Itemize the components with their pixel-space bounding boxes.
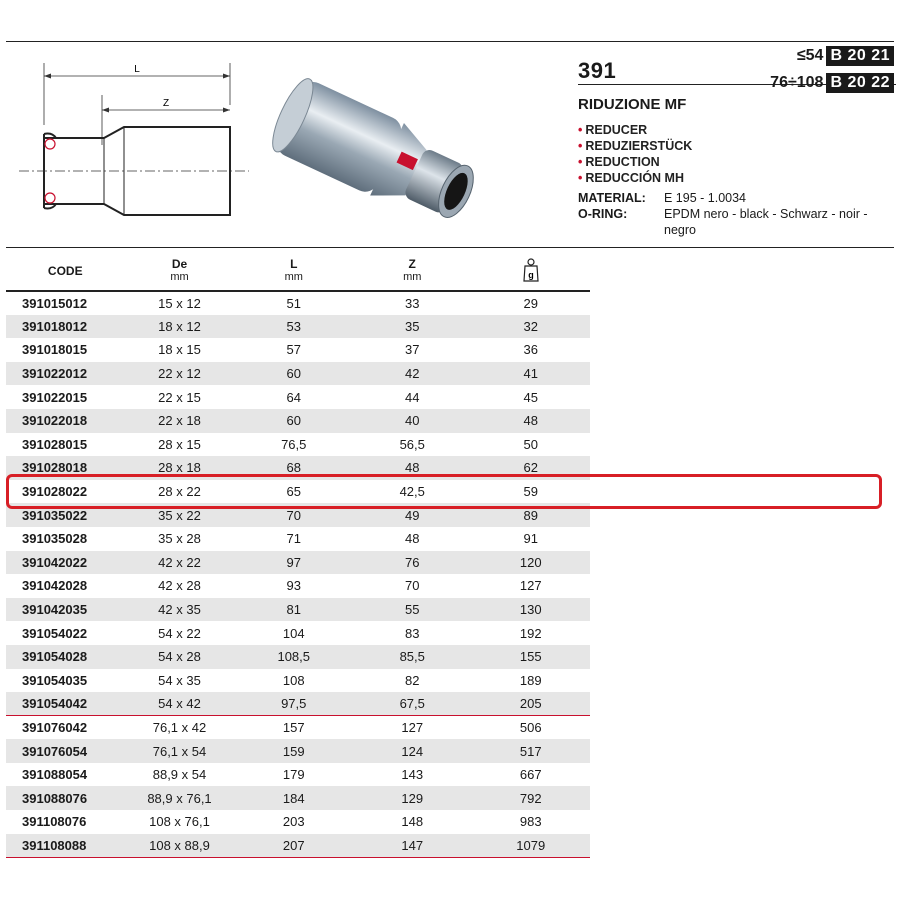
cell-z: 85,5 <box>399 649 425 665</box>
table-row <box>6 551 590 575</box>
cell-weight: 36 <box>523 342 538 358</box>
cell-weight: 127 <box>519 578 542 594</box>
table-row <box>6 739 590 763</box>
table-row <box>6 409 590 433</box>
table-row <box>6 621 590 645</box>
cell-z: 48 <box>404 460 420 476</box>
cell-weight: 1079 <box>516 837 546 853</box>
cell-weight: 89 <box>523 507 538 523</box>
cell-code: 391054042 <box>22 696 88 712</box>
cell-de: 18 x 12 <box>158 318 201 334</box>
cell-l: 203 <box>282 814 305 830</box>
cell-code: 391076054 <box>22 743 88 759</box>
table-row <box>6 810 590 834</box>
translation-list <box>578 122 692 186</box>
cell-code: 391028022 <box>22 484 88 500</box>
table-row <box>6 598 590 622</box>
cell-de: 108 x 76,1 <box>149 814 210 830</box>
cell-de: 42 x 35 <box>158 602 201 618</box>
cell-z: 42 <box>404 366 420 382</box>
cell-de: 54 x 35 <box>158 672 201 688</box>
cell-l: 70 <box>286 507 301 523</box>
cell-l: 97,5 <box>281 696 307 712</box>
cell-code: 391028015 <box>22 436 88 452</box>
cell-weight: 29 <box>523 295 538 311</box>
translation-item: • REDUCER <box>578 123 648 137</box>
table-row <box>6 669 590 693</box>
cell-l: 108,5 <box>277 649 311 665</box>
cell-l: 157 <box>282 720 305 736</box>
cell-z: 37 <box>404 342 420 358</box>
cell-weight: 45 <box>523 389 538 405</box>
cell-code: 391018015 <box>22 342 88 358</box>
cell-z: 48 <box>404 531 420 547</box>
oring-label: O-RING: <box>578 207 628 221</box>
certification-1 <box>797 46 894 66</box>
product-code: 391 <box>578 58 617 83</box>
table-row <box>6 763 590 787</box>
weight-icon <box>522 257 540 283</box>
cell-de: 88,9 x 54 <box>152 767 207 783</box>
cell-de: 35 x 22 <box>158 507 201 523</box>
cell-code: 391108088 <box>22 837 87 853</box>
cell-code: 391015012 <box>22 295 88 311</box>
cell-l: 97 <box>286 554 301 570</box>
cell-weight: 91 <box>523 531 538 547</box>
cell-l: 60 <box>286 413 301 429</box>
cell-de: 54 x 22 <box>158 625 201 641</box>
cell-l: 51 <box>286 295 301 311</box>
cell-code: 391042035 <box>22 602 88 618</box>
header-weight <box>471 252 590 291</box>
cert-badge: B 20 22 <box>826 73 894 93</box>
cell-code: 391076042 <box>22 720 88 736</box>
cell-z: 70 <box>404 578 420 594</box>
cell-weight: 50 <box>523 436 538 452</box>
cell-de: 35 x 28 <box>158 531 201 547</box>
cell-de: 88,9 x 76,1 <box>147 790 212 806</box>
cert-range: 76÷108 <box>770 74 824 91</box>
product-title: RIDUZIONE MF <box>578 96 687 113</box>
cell-weight: 155 <box>519 649 542 665</box>
cell-code: 391035028 <box>22 531 88 547</box>
header-l: L mm <box>284 257 303 283</box>
cell-code: 391022012 <box>22 366 88 382</box>
svg-text:g: g <box>527 269 534 280</box>
bullet-icon: • <box>578 123 583 137</box>
cert-range: ≤54 <box>796 47 824 64</box>
table-row <box>6 574 590 598</box>
cert-badge: B 20 21 <box>826 46 894 66</box>
cell-code: 391054028 <box>22 649 88 665</box>
cell-code: 391022018 <box>22 413 88 429</box>
cell-l: 60 <box>286 366 301 382</box>
highlighted-row-marker <box>6 474 882 510</box>
cell-de: 54 x 28 <box>158 649 201 665</box>
oring-value: EPDM nero - black - Schwarz - noir - negro <box>664 207 868 237</box>
cell-z: 82 <box>404 672 420 688</box>
cell-weight: 62 <box>523 460 538 476</box>
cell-weight: 983 <box>519 814 542 830</box>
cell-weight: 792 <box>519 790 542 806</box>
dimensions-table <box>6 252 590 858</box>
table-row <box>6 834 590 858</box>
table-header-row <box>6 252 590 291</box>
table-row <box>6 433 590 457</box>
bullet-icon: • <box>578 155 583 169</box>
cell-z: 143 <box>401 767 424 783</box>
dim-z-label: Z <box>162 98 170 109</box>
table-row <box>6 338 590 362</box>
cell-weight: 205 <box>519 696 542 712</box>
cell-l: 65 <box>286 484 301 500</box>
cell-l: 207 <box>282 837 305 853</box>
dim-l-label: L <box>134 64 140 75</box>
cell-de: 42 x 22 <box>158 554 201 570</box>
cell-l: 184 <box>282 790 305 806</box>
cell-weight: 59 <box>523 484 538 500</box>
cell-z: 40 <box>404 413 420 429</box>
translation-item: • REDUCTION <box>578 155 660 169</box>
cell-z: 33 <box>404 295 420 311</box>
cell-code: 391088054 <box>22 767 88 783</box>
cell-z: 127 <box>401 720 424 736</box>
cell-l: 179 <box>282 767 305 783</box>
cell-de: 54 x 42 <box>158 696 201 712</box>
cell-code: 391054035 <box>22 672 88 688</box>
cell-weight: 667 <box>519 767 542 783</box>
cell-de: 28 x 18 <box>158 460 201 476</box>
technical-drawing <box>14 60 254 230</box>
cell-weight: 41 <box>523 366 538 382</box>
cell-l: 81 <box>286 602 301 618</box>
cell-z: 49 <box>404 507 420 523</box>
cell-z: 67,5 <box>399 696 425 712</box>
header-de: De mm <box>170 257 189 283</box>
cell-weight: 130 <box>519 602 542 618</box>
cell-weight: 517 <box>519 743 542 759</box>
bullet-icon: • <box>578 171 583 185</box>
cell-l: 93 <box>286 578 301 594</box>
cell-de: 76,1 x 54 <box>152 743 207 759</box>
cell-z: 147 <box>401 837 424 853</box>
product-photo <box>270 70 485 240</box>
cell-weight: 192 <box>519 625 542 641</box>
cell-de: 28 x 15 <box>158 436 201 452</box>
table-row <box>6 786 590 810</box>
translation-item: • REDUZIERSTÜCK <box>578 139 693 153</box>
table-row <box>6 692 590 716</box>
cell-z: 56,5 <box>399 436 425 452</box>
cell-z: 76 <box>404 554 420 570</box>
cell-de: 108 x 88,9 <box>149 837 210 853</box>
cell-l: 76,5 <box>281 436 307 452</box>
cell-de: 22 x 15 <box>158 389 201 405</box>
cell-de: 42 x 28 <box>158 578 201 594</box>
cell-z: 83 <box>404 625 420 641</box>
cell-l: 159 <box>282 743 305 759</box>
bullet-icon: • <box>578 139 583 153</box>
translation-item: • REDUCCIÓN MH <box>578 171 684 185</box>
material-label: MATERIAL: <box>578 191 646 205</box>
cell-code: 391042022 <box>22 554 88 570</box>
header-code: CODE <box>47 263 83 278</box>
cell-weight: 48 <box>523 413 538 429</box>
cell-de: 22 x 12 <box>158 366 201 382</box>
cell-code: 391022015 <box>22 389 88 405</box>
cell-code: 391088076 <box>22 790 88 806</box>
cell-l: 64 <box>286 389 301 405</box>
cell-z: 129 <box>401 790 424 806</box>
cell-code: 391042028 <box>22 578 88 594</box>
cell-l: 71 <box>286 531 301 547</box>
cell-de: 22 x 18 <box>158 413 201 429</box>
material-value: E 195 - 1.0034 <box>664 191 747 205</box>
table-row <box>6 315 590 339</box>
cell-code: 391028018 <box>22 460 88 476</box>
cell-de: 18 x 15 <box>158 342 201 358</box>
table-row <box>6 716 590 740</box>
cell-code: 391054022 <box>22 625 88 641</box>
table-row <box>6 362 590 386</box>
cell-z: 44 <box>404 389 420 405</box>
cell-weight: 120 <box>519 554 542 570</box>
cell-z: 124 <box>401 743 424 759</box>
table-row <box>6 645 590 669</box>
cell-l: 104 <box>282 625 305 641</box>
cell-z: 55 <box>404 602 420 618</box>
certification-2 <box>770 73 894 93</box>
cell-weight: 189 <box>519 672 542 688</box>
header-z: Z mm <box>403 257 422 283</box>
cell-z: 42,5 <box>399 484 425 500</box>
cell-de: 15 x 12 <box>158 295 201 311</box>
table-top-rule <box>6 247 894 248</box>
cell-code: 391108076 <box>22 814 87 830</box>
cell-l: 68 <box>286 460 301 476</box>
cell-code: 391018012 <box>22 318 88 334</box>
cell-l: 108 <box>282 672 305 688</box>
cell-l: 53 <box>286 318 301 334</box>
cell-l: 57 <box>286 342 301 358</box>
cell-code: 391035022 <box>22 507 88 523</box>
cell-weight: 32 <box>523 318 538 334</box>
cell-de: 76,1 x 42 <box>152 720 207 736</box>
cell-z: 148 <box>401 814 424 830</box>
cell-weight: 506 <box>519 720 542 736</box>
top-rule <box>6 41 894 42</box>
cell-z: 35 <box>404 318 420 334</box>
table-row <box>6 385 590 409</box>
cell-de: 28 x 22 <box>158 484 201 500</box>
table-row <box>6 291 590 315</box>
table-row <box>6 527 590 551</box>
